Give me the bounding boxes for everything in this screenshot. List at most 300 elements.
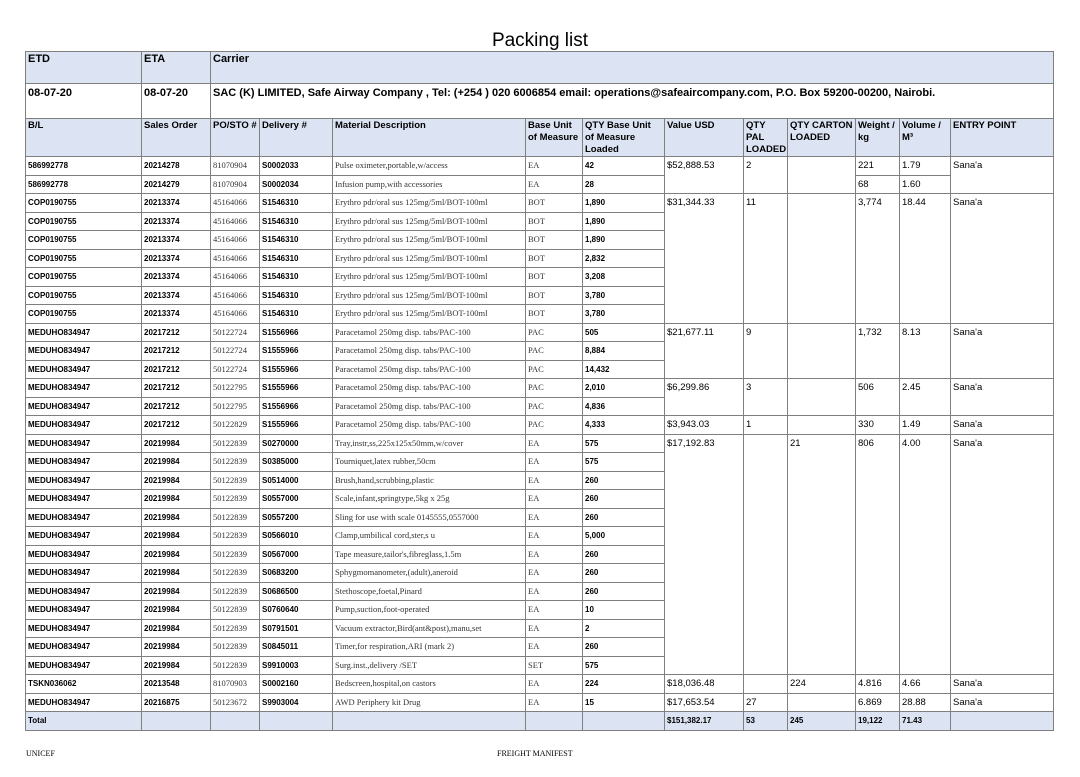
volume-cell: 18.44 — [900, 194, 951, 324]
bl-cell: MEDUHO834947 — [26, 379, 142, 398]
qty-base-unit-cell: 2,010 — [583, 379, 665, 398]
col-weight-header: Weight / kg — [856, 119, 900, 157]
qty-base-unit-cell: 3,780 — [583, 305, 665, 324]
base-unit-cell: EA — [526, 545, 583, 564]
sales-order-cell: 20219984 — [142, 490, 211, 509]
po-sto-cell: 50122839 — [211, 582, 260, 601]
delivery-cell: S0385000 — [260, 453, 333, 472]
qty-base-unit-cell: 260 — [583, 490, 665, 509]
bl-cell: MEDUHO834947 — [26, 508, 142, 527]
qty-base-unit-cell: 575 — [583, 453, 665, 472]
base-unit-cell: EA — [526, 582, 583, 601]
volume-cell: 1.60 — [900, 175, 951, 194]
base-unit-cell: EA — [526, 693, 583, 712]
table-row — [26, 157, 1054, 176]
volume-cell: 28.88 — [900, 693, 951, 712]
total-label: Total — [26, 712, 142, 731]
sales-order-cell: 20219984 — [142, 527, 211, 546]
material-description-cell: Erythro pdr/oral sus 125mg/5ml/BOT-100ml — [333, 268, 526, 287]
base-unit-cell: BOT — [526, 194, 583, 213]
bl-cell: COP0190755 — [26, 286, 142, 305]
base-unit-cell: BOT — [526, 268, 583, 287]
total-empty-cell — [583, 712, 665, 731]
base-unit-cell: BOT — [526, 249, 583, 268]
col-qty-carton-header: QTY CARTON LOADED — [788, 119, 856, 157]
qty-pal-cell: 27 — [744, 693, 788, 712]
material-description-cell: Surg.inst.,delivery /SET — [333, 656, 526, 675]
material-description-cell: Paracetamol 250mg disp. tabs/PAC-100 — [333, 397, 526, 416]
etd-value: 08-07-20 — [26, 84, 142, 121]
qty-base-unit-cell: 3,780 — [583, 286, 665, 305]
base-unit-cell: BOT — [526, 212, 583, 231]
qty-base-unit-cell: 260 — [583, 508, 665, 527]
col-value-usd-header: Value USD — [665, 119, 744, 157]
po-sto-cell: 45164066 — [211, 286, 260, 305]
po-sto-cell: 50122839 — [211, 601, 260, 620]
bl-cell: MEDUHO834947 — [26, 582, 142, 601]
material-description-cell: Erythro pdr/oral sus 125mg/5ml/BOT-100ml — [333, 286, 526, 305]
delivery-cell: S0270000 — [260, 434, 333, 453]
table-row — [26, 194, 1054, 213]
delivery-cell: S0002033 — [260, 157, 333, 176]
delivery-cell: S1556966 — [260, 323, 333, 342]
qty-base-unit-cell: 42 — [583, 157, 665, 176]
delivery-cell: S9910003 — [260, 656, 333, 675]
base-unit-cell: PAC — [526, 360, 583, 379]
delivery-cell: S0557000 — [260, 490, 333, 509]
po-sto-cell: 50122839 — [211, 619, 260, 638]
delivery-cell: S1546310 — [260, 194, 333, 213]
material-description-cell: Paracetamol 250mg disp. tabs/PAC-100 — [333, 379, 526, 398]
delivery-cell: S0845011 — [260, 638, 333, 657]
po-sto-cell: 50122839 — [211, 527, 260, 546]
entry-point-cell: Sana'a — [951, 693, 1054, 712]
sales-order-cell: 20219984 — [142, 582, 211, 601]
sales-order-cell: 20217212 — [142, 379, 211, 398]
qty-base-unit-cell: 8,884 — [583, 342, 665, 361]
qty-carton-cell: 21 — [788, 434, 856, 675]
base-unit-cell: EA — [526, 453, 583, 472]
qty-base-unit-cell: 1,890 — [583, 194, 665, 213]
sales-order-cell: 20219984 — [142, 508, 211, 527]
bl-cell: COP0190755 — [26, 212, 142, 231]
value-usd-cell: $52,888.53 — [665, 157, 744, 194]
po-sto-cell: 50122839 — [211, 471, 260, 490]
material-description-cell: Clamp,umbilical cord,ster,s u — [333, 527, 526, 546]
material-description-cell: Pump,suction,foot-operated — [333, 601, 526, 620]
po-sto-cell: 50122839 — [211, 490, 260, 509]
qty-pal-cell: 1 — [744, 416, 788, 435]
qty-base-unit-cell: 505 — [583, 323, 665, 342]
sales-order-cell: 20219984 — [142, 453, 211, 472]
sales-order-cell: 20213374 — [142, 231, 211, 250]
sales-order-cell: 20219984 — [142, 656, 211, 675]
po-sto-cell: 81070904 — [211, 175, 260, 194]
po-sto-cell: 81070904 — [211, 157, 260, 176]
qty-base-unit-cell: 2,832 — [583, 249, 665, 268]
col-entry-point-header: ENTRY POINT — [951, 119, 1054, 157]
delivery-cell: S9903004 — [260, 693, 333, 712]
base-unit-cell: SET — [526, 656, 583, 675]
material-description-cell: Infusion pump,with accessories — [333, 175, 526, 194]
sales-order-cell: 20219984 — [142, 638, 211, 657]
weight-cell: 4.816 — [856, 675, 900, 694]
col-material-description-header: Material Description — [333, 119, 526, 157]
base-unit-cell: EA — [526, 471, 583, 490]
bl-cell: MEDUHO834947 — [26, 693, 142, 712]
sales-order-cell: 20219984 — [142, 564, 211, 583]
bl-cell: MEDUHO834947 — [26, 397, 142, 416]
base-unit-cell: BOT — [526, 231, 583, 250]
po-sto-cell: 45164066 — [211, 268, 260, 287]
base-unit-cell: EA — [526, 638, 583, 657]
table-row — [26, 175, 1054, 194]
bl-cell: TSKN036062 — [26, 675, 142, 694]
sales-order-cell: 20219984 — [142, 545, 211, 564]
delivery-cell: S1555966 — [260, 360, 333, 379]
total-entry-point — [951, 712, 1054, 731]
base-unit-cell: BOT — [526, 286, 583, 305]
sales-order-cell: 20213374 — [142, 249, 211, 268]
entry-point-cell: Sana'a — [951, 379, 1054, 416]
col-bl-header: B/L — [26, 119, 142, 157]
material-description-cell: Paracetamol 250mg disp. tabs/PAC-100 — [333, 416, 526, 435]
total-empty-cell — [333, 712, 526, 731]
sales-order-cell: 20219984 — [142, 619, 211, 638]
sales-order-cell: 20213548 — [142, 675, 211, 694]
qty-base-unit-cell: 3,208 — [583, 268, 665, 287]
total-row — [26, 712, 1054, 731]
entry-point-cell: Sana'a — [951, 194, 1054, 324]
qty-base-unit-cell: 2 — [583, 619, 665, 638]
material-description-cell: Paracetamol 250mg disp. tabs/PAC-100 — [333, 323, 526, 342]
qty-base-unit-cell: 260 — [583, 545, 665, 564]
value-usd-cell: $31,344.33 — [665, 194, 744, 324]
base-unit-cell: EA — [526, 434, 583, 453]
column-header-row — [26, 119, 1054, 157]
total-empty-cell — [142, 712, 211, 731]
material-description-cell: Tape measure,tailor's,fibreglass,1.5m — [333, 545, 526, 564]
qty-base-unit-cell: 575 — [583, 434, 665, 453]
qty-base-unit-cell: 1,890 — [583, 231, 665, 250]
bl-cell: MEDUHO834947 — [26, 564, 142, 583]
sales-order-cell: 20217212 — [142, 323, 211, 342]
delivery-cell: S0557200 — [260, 508, 333, 527]
col-volume-header: Volume / M³ — [900, 119, 951, 157]
value-usd-cell: $6,299.86 — [665, 379, 744, 416]
material-description-cell: Paracetamol 250mg disp. tabs/PAC-100 — [333, 342, 526, 361]
total-qty-pal: 53 — [744, 712, 788, 731]
table-row — [26, 379, 1054, 398]
delivery-cell: S1555966 — [260, 416, 333, 435]
bl-cell: COP0190755 — [26, 268, 142, 287]
qty-base-unit-cell: 260 — [583, 471, 665, 490]
value-usd-cell: $3,943.03 — [665, 416, 744, 435]
po-sto-cell: 50122839 — [211, 656, 260, 675]
total-qty-carton: 245 — [788, 712, 856, 731]
po-sto-cell: 50123672 — [211, 693, 260, 712]
qty-base-unit-cell: 15 — [583, 693, 665, 712]
table-row — [26, 434, 1054, 453]
col-po-sto-header: PO/STO # — [211, 119, 260, 157]
material-description-cell: Erythro pdr/oral sus 125mg/5ml/BOT-100ml — [333, 249, 526, 268]
bl-cell: MEDUHO834947 — [26, 656, 142, 675]
shipment-header-table — [25, 51, 1054, 121]
sales-order-cell: 20213374 — [142, 212, 211, 231]
delivery-cell: S1546310 — [260, 268, 333, 287]
qty-carton-cell: 224 — [788, 675, 856, 694]
po-sto-cell: 81070903 — [211, 675, 260, 694]
sales-order-cell: 20217212 — [142, 360, 211, 379]
entry-point-cell: Sana'a — [951, 416, 1054, 435]
delivery-cell: S0002160 — [260, 675, 333, 694]
carrier-value: SAC (K) LIMITED, Safe Airway Company , Tel: (+254 ) 020 6006854 email: operations@safeaircompany.com, P.O. Box 59200-00200, Nairobi. — [211, 84, 1054, 121]
material-description-cell: Bedscreen,hospital,on castors — [333, 675, 526, 694]
po-sto-cell: 45164066 — [211, 305, 260, 324]
bl-cell: MEDUHO834947 — [26, 471, 142, 490]
value-usd-cell: $17,653.54 — [665, 693, 744, 712]
delivery-cell: S0760640 — [260, 601, 333, 620]
value-usd-cell: $17,192.83 — [665, 434, 744, 675]
delivery-cell: S1546310 — [260, 212, 333, 231]
weight-cell: 68 — [856, 175, 900, 194]
eta-label: ETA — [142, 52, 211, 84]
base-unit-cell: EA — [526, 490, 583, 509]
entry-point-cell: Sana'a — [951, 323, 1054, 379]
material-description-cell: Erythro pdr/oral sus 125mg/5ml/BOT-100ml — [333, 194, 526, 213]
volume-cell: 1.49 — [900, 416, 951, 435]
delivery-cell: S0567000 — [260, 545, 333, 564]
footer-center: FREIGHT MANIFEST — [497, 749, 573, 758]
delivery-cell: S1555966 — [260, 342, 333, 361]
material-description-cell: Pulse oximeter,portable,w/access — [333, 157, 526, 176]
sales-order-cell: 20214279 — [142, 175, 211, 194]
qty-base-unit-cell: 28 — [583, 175, 665, 194]
qty-carton-cell — [788, 693, 856, 712]
material-description-cell: Sphygmomanometer,(adult),aneroid — [333, 564, 526, 583]
col-delivery-header: Delivery # — [260, 119, 333, 157]
qty-base-unit-cell: 10 — [583, 601, 665, 620]
bl-cell: MEDUHO834947 — [26, 453, 142, 472]
qty-carton-cell — [788, 157, 856, 194]
qty-base-unit-cell: 4,333 — [583, 416, 665, 435]
delivery-cell: S0683200 — [260, 564, 333, 583]
page-title: Packing list — [491, 30, 589, 51]
bl-cell: MEDUHO834947 — [26, 545, 142, 564]
weight-cell: 3,774 — [856, 194, 900, 324]
bl-cell: MEDUHO834947 — [26, 527, 142, 546]
sales-order-cell: 20217212 — [142, 342, 211, 361]
table-row — [26, 693, 1054, 712]
total-empty-cell — [260, 712, 333, 731]
sales-order-cell: 20216875 — [142, 693, 211, 712]
delivery-cell: S1556966 — [260, 397, 333, 416]
entry-point-cell: Sana'a — [951, 434, 1054, 675]
delivery-cell: S1555966 — [260, 379, 333, 398]
qty-pal-cell: 11 — [744, 194, 788, 324]
qty-carton-cell — [788, 194, 856, 324]
po-sto-cell: 45164066 — [211, 212, 260, 231]
qty-base-unit-cell: 260 — [583, 638, 665, 657]
sales-order-cell: 20214278 — [142, 157, 211, 176]
delivery-cell: S0566010 — [260, 527, 333, 546]
total-value-usd: $151,382.17 — [665, 712, 744, 731]
material-description-cell: Tourniquet,latex rubber,50cm — [333, 453, 526, 472]
po-sto-cell: 50122724 — [211, 360, 260, 379]
bl-cell: MEDUHO834947 — [26, 434, 142, 453]
qty-pal-cell: 9 — [744, 323, 788, 379]
base-unit-cell: EA — [526, 175, 583, 194]
col-qty-pal-header: QTY PAL LOADED — [744, 119, 788, 157]
table-row — [26, 675, 1054, 694]
value-usd-cell: $18,036.48 — [665, 675, 744, 694]
base-unit-cell: EA — [526, 675, 583, 694]
delivery-cell: S0514000 — [260, 471, 333, 490]
total-volume: 71.43 — [900, 712, 951, 731]
qty-pal-cell — [744, 434, 788, 675]
material-description-cell: Erythro pdr/oral sus 125mg/5ml/BOT-100ml — [333, 231, 526, 250]
qty-pal-cell: 3 — [744, 379, 788, 416]
base-unit-cell: EA — [526, 157, 583, 176]
bl-cell: MEDUHO834947 — [26, 638, 142, 657]
footer-left: UNICEF — [26, 749, 55, 758]
bl-cell: MEDUHO834947 — [26, 619, 142, 638]
qty-base-unit-cell: 5,000 — [583, 527, 665, 546]
volume-cell: 4.66 — [900, 675, 951, 694]
base-unit-cell: EA — [526, 601, 583, 620]
po-sto-cell: 50122839 — [211, 453, 260, 472]
base-unit-cell: PAC — [526, 342, 583, 361]
base-unit-cell: PAC — [526, 323, 583, 342]
bl-cell: COP0190755 — [26, 194, 142, 213]
material-description-cell: Timer,for respiration,ARI (mark 2) — [333, 638, 526, 657]
delivery-cell: S0686500 — [260, 582, 333, 601]
base-unit-cell: PAC — [526, 416, 583, 435]
po-sto-cell: 50122829 — [211, 416, 260, 435]
col-base-unit-header: Base Unit of Measure — [526, 119, 583, 157]
qty-carton-cell — [788, 323, 856, 379]
po-sto-cell: 45164066 — [211, 194, 260, 213]
po-sto-cell: 50122839 — [211, 508, 260, 527]
sales-order-cell: 20219984 — [142, 471, 211, 490]
material-description-cell: Tray,instr,ss,225x125x50mm,w/cover — [333, 434, 526, 453]
qty-base-unit-cell: 14,432 — [583, 360, 665, 379]
sales-order-cell: 20219984 — [142, 434, 211, 453]
material-description-cell: Stethoscope,foetal,Pinard — [333, 582, 526, 601]
entry-point-cell: Sana'a — [951, 157, 1054, 194]
total-empty-cell — [211, 712, 260, 731]
qty-pal-cell — [744, 675, 788, 694]
material-description-cell: AWD Periphery kit Drug — [333, 693, 526, 712]
po-sto-cell: 45164066 — [211, 249, 260, 268]
po-sto-cell: 45164066 — [211, 231, 260, 250]
qty-base-unit-cell: 575 — [583, 656, 665, 675]
po-sto-cell: 50122839 — [211, 638, 260, 657]
entry-point-cell: Sana'a — [951, 675, 1054, 694]
qty-base-unit-cell: 4,836 — [583, 397, 665, 416]
delivery-cell: S0791501 — [260, 619, 333, 638]
delivery-cell: S1546310 — [260, 231, 333, 250]
bl-cell: COP0190755 — [26, 305, 142, 324]
volume-cell: 1.79 — [900, 157, 951, 176]
sales-order-cell: 20219984 — [142, 601, 211, 620]
delivery-cell: S1546310 — [260, 305, 333, 324]
base-unit-cell: EA — [526, 564, 583, 583]
bl-cell: 586992778 — [26, 157, 142, 176]
base-unit-cell: PAC — [526, 397, 583, 416]
weight-cell: 330 — [856, 416, 900, 435]
qty-pal-cell: 2 — [744, 157, 788, 194]
qty-carton-cell — [788, 379, 856, 416]
total-empty-cell — [526, 712, 583, 731]
sales-order-cell: 20213374 — [142, 194, 211, 213]
qty-base-unit-cell: 260 — [583, 564, 665, 583]
po-sto-cell: 50122724 — [211, 323, 260, 342]
volume-cell: 8.13 — [900, 323, 951, 379]
volume-cell: 2.45 — [900, 379, 951, 416]
base-unit-cell: EA — [526, 527, 583, 546]
volume-cell: 4.00 — [900, 434, 951, 675]
col-sales-order-header: Sales Order — [142, 119, 211, 157]
sales-order-cell: 20213374 — [142, 305, 211, 324]
bl-cell: MEDUHO834947 — [26, 360, 142, 379]
material-description-cell: Erythro pdr/oral sus 125mg/5ml/BOT-100ml — [333, 305, 526, 324]
eta-value: 08-07-20 — [142, 84, 211, 121]
bl-cell: MEDUHO834947 — [26, 601, 142, 620]
delivery-cell: S1546310 — [260, 286, 333, 305]
material-description-cell: Scale,infant,springtype,5kg x 25g — [333, 490, 526, 509]
bl-cell: MEDUHO834947 — [26, 323, 142, 342]
sales-order-cell: 20217212 — [142, 416, 211, 435]
sales-order-cell: 20213374 — [142, 286, 211, 305]
po-sto-cell: 50122724 — [211, 342, 260, 361]
bl-cell: 586992778 — [26, 175, 142, 194]
bl-cell: MEDUHO834947 — [26, 416, 142, 435]
po-sto-cell: 50122839 — [211, 564, 260, 583]
bl-cell: MEDUHO834947 — [26, 342, 142, 361]
base-unit-cell: PAC — [526, 379, 583, 398]
total-weight: 19,122 — [856, 712, 900, 731]
base-unit-cell: EA — [526, 508, 583, 527]
po-sto-cell: 50122839 — [211, 434, 260, 453]
bl-cell: COP0190755 — [26, 249, 142, 268]
value-usd-cell: $21,677.11 — [665, 323, 744, 379]
weight-cell: 6.869 — [856, 693, 900, 712]
material-description-cell: Erythro pdr/oral sus 125mg/5ml/BOT-100ml — [333, 212, 526, 231]
bl-cell: MEDUHO834947 — [26, 490, 142, 509]
po-sto-cell: 50122839 — [211, 545, 260, 564]
base-unit-cell: BOT — [526, 305, 583, 324]
bl-cell: COP0190755 — [26, 231, 142, 250]
weight-cell: 221 — [856, 157, 900, 176]
po-sto-cell: 50122795 — [211, 397, 260, 416]
qty-carton-cell — [788, 416, 856, 435]
po-sto-cell: 50122795 — [211, 379, 260, 398]
sales-order-cell: 20217212 — [142, 397, 211, 416]
material-description-cell: Brush,hand,scrubbing,plastic — [333, 471, 526, 490]
delivery-cell: S1546310 — [260, 249, 333, 268]
delivery-cell: S0002034 — [260, 175, 333, 194]
packing-list-table — [25, 118, 1054, 731]
etd-label: ETD — [26, 52, 142, 84]
weight-cell: 806 — [856, 434, 900, 675]
carrier-label: Carrier — [211, 52, 1054, 84]
weight-cell: 506 — [856, 379, 900, 416]
base-unit-cell: EA — [526, 619, 583, 638]
table-row — [26, 416, 1054, 435]
sales-order-cell: 20213374 — [142, 268, 211, 287]
material-description-cell: Sling for use with scale 0145555,0557000 — [333, 508, 526, 527]
